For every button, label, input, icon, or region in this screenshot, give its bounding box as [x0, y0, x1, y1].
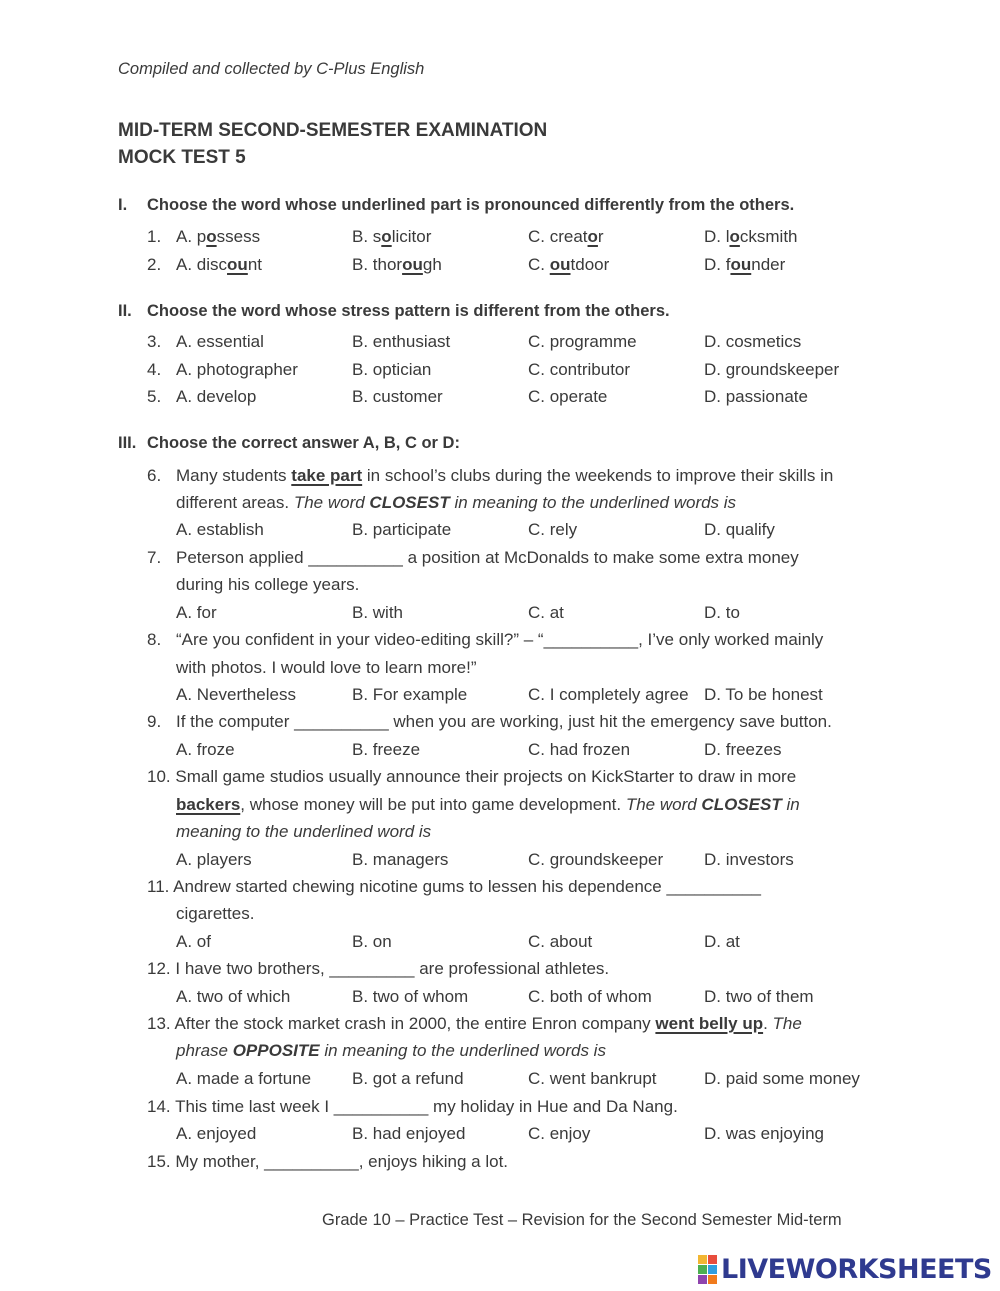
- option-b: B. participate: [352, 520, 452, 539]
- option-d: D. locksmith: [704, 227, 798, 246]
- option-b: B. For example: [352, 685, 468, 704]
- option-c: C. enjoy: [528, 1124, 591, 1143]
- option-b: B. managers: [352, 850, 449, 869]
- option-a: A. enjoyed: [176, 1124, 257, 1143]
- option-a: A. photographer: [176, 360, 298, 379]
- option-d: D. To be honest: [704, 685, 823, 704]
- question-5: 5. A. develop B. customer C. operate D. passionate: [147, 387, 808, 406]
- option-a: A. made a fortune: [176, 1069, 312, 1088]
- option-c: C. outdoor: [528, 255, 610, 274]
- option-b: B. freeze: [352, 740, 421, 759]
- section-1-heading: I. Choose the word whose underlined part is pronounced differently from the others.: [118, 196, 795, 214]
- option-c: C. groundskeeper: [528, 850, 664, 869]
- option-a: A. possess: [176, 227, 261, 246]
- option-d: D. passionate: [704, 387, 808, 406]
- liveworksheets-logo[interactable]: [698, 1254, 992, 1285]
- question-1: 1. A. possess B. solicitor C. creator D. locksmith: [147, 227, 798, 246]
- option-c: C. rely: [528, 520, 578, 539]
- option-d: D. was enjoying: [704, 1124, 825, 1143]
- option-d: D. cosmetics: [704, 332, 802, 351]
- question-11-stem: 11. Andrew started chewing nicotine gums to lessen his dependence __________: [147, 877, 762, 896]
- question-12-stem: 12. I have two brothers, _________ are professional athletes.: [147, 959, 610, 978]
- option-b: B. enthusiast: [352, 332, 451, 351]
- option-a: A. of: [176, 932, 211, 951]
- section-3-heading: III. Choose the correct answer A, B, C or D:: [118, 434, 460, 452]
- question-4: 4. A. photographer B. optician C. contributor D. groundskeeper: [147, 360, 840, 379]
- option-d: D. groundskeeper: [704, 360, 840, 379]
- option-a: A. Nevertheless: [176, 685, 296, 704]
- question-7-stem: 7. Peterson applied __________ a position at McDonalds to make some extra money: [147, 548, 799, 567]
- option-b: B. customer: [352, 387, 443, 406]
- option-d: D. to: [704, 603, 740, 622]
- exam-title: MID-TERM SECOND-SEMESTER EXAMINATION: [118, 120, 548, 141]
- question-10-stem-end: meaning to the underlined word is: [176, 822, 432, 841]
- option-d: D. freezes: [704, 740, 782, 759]
- option-a: A. players: [176, 850, 252, 869]
- page-footer: Grade 10 – Practice Test – Revision for the Second Semester Mid-term: [322, 1211, 842, 1229]
- option-d: D. two of them: [704, 987, 814, 1006]
- option-c: C. both of whom: [528, 987, 652, 1006]
- option-d: D. at: [704, 932, 740, 951]
- question-13-stem-cont: phrase OPPOSITE in meaning to the underlined words is: [176, 1041, 606, 1060]
- question-6-stem: 6. Many students take part in school’s clubs during the weekends to improve their skills in: [147, 466, 834, 485]
- option-b: B. solicitor: [352, 227, 432, 246]
- option-d: D. paid some money: [704, 1069, 860, 1088]
- question-10-stem: 10. Small game studios usually announce their projects on KickStarter to draw in more: [147, 767, 797, 786]
- question-8-stem: 8. “Are you confident in your video-editing skill?” – “__________, I’ve only worked mainly: [147, 630, 824, 649]
- option-d: D. qualify: [704, 520, 775, 539]
- option-b: B. with: [352, 603, 404, 622]
- option-c: C. about: [528, 932, 593, 951]
- option-c: C. contributor: [528, 360, 631, 379]
- logo-text: LIVEWORKSHEETS: [721, 1254, 992, 1285]
- question-7-stem-cont: during his college years.: [176, 575, 360, 594]
- option-b: B. on: [352, 932, 392, 951]
- option-c: C. I completely agree: [528, 685, 689, 704]
- option-a: A. discount: [176, 255, 262, 274]
- question-15-stem: 15. My mother, __________, enjoys hiking a lot.: [147, 1152, 509, 1171]
- option-b: B. two of whom: [352, 987, 469, 1006]
- question-8-stem-cont: with photos. I would love to learn more!”: [176, 658, 477, 677]
- question-6-stem-cont: different areas. The word CLOSEST in meaning to the underlined words is: [176, 493, 737, 512]
- question-13-stem: 13. After the stock market crash in 2000, the entire Enron company went belly up. The: [147, 1014, 802, 1033]
- option-c: C. programme: [528, 332, 637, 351]
- section-2-heading: II. Choose the word whose stress pattern is different from the others.: [118, 302, 670, 320]
- option-a: A. for: [176, 603, 217, 622]
- option-c: C. went bankrupt: [528, 1069, 657, 1088]
- question-11-stem-cont: cigarettes.: [176, 904, 255, 923]
- question-9-stem: 9. If the computer __________ when you are working, just hit the emergency save button.: [147, 712, 832, 731]
- option-d: D. founder: [704, 255, 786, 274]
- question-14-stem: 14. This time last week I __________ my holiday in Hue and Da Nang.: [147, 1097, 678, 1116]
- option-a: A. essential: [176, 332, 264, 351]
- option-a: A. two of which: [176, 987, 291, 1006]
- option-a: A. develop: [176, 387, 257, 406]
- option-b: B. thorough: [352, 255, 442, 274]
- option-b: B. had enjoyed: [352, 1124, 466, 1143]
- mock-test-title: MOCK TEST 5: [118, 147, 246, 168]
- option-b: B. optician: [352, 360, 432, 379]
- option-c: C. creator: [528, 227, 604, 246]
- option-c: C. operate: [528, 387, 608, 406]
- option-a: A. froze: [176, 740, 235, 759]
- logo-blocks-icon: [698, 1255, 717, 1284]
- question-2: 2. A. discount B. thorough C. outdoor D. founder: [147, 255, 786, 274]
- option-b: B. got a refund: [352, 1069, 464, 1088]
- question-3: 3. A. essential B. enthusiast C. programme D. cosmetics: [147, 332, 802, 351]
- compiled-by-header: Compiled and collected by C-Plus English: [118, 60, 425, 78]
- question-10-stem-cont: backers, whose money will be put into game development. The word CLOSEST in: [176, 795, 800, 814]
- option-c: C. had frozen: [528, 740, 631, 759]
- option-c: C. at: [528, 603, 564, 622]
- option-a: A. establish: [176, 520, 264, 539]
- option-d: D. investors: [704, 850, 794, 869]
